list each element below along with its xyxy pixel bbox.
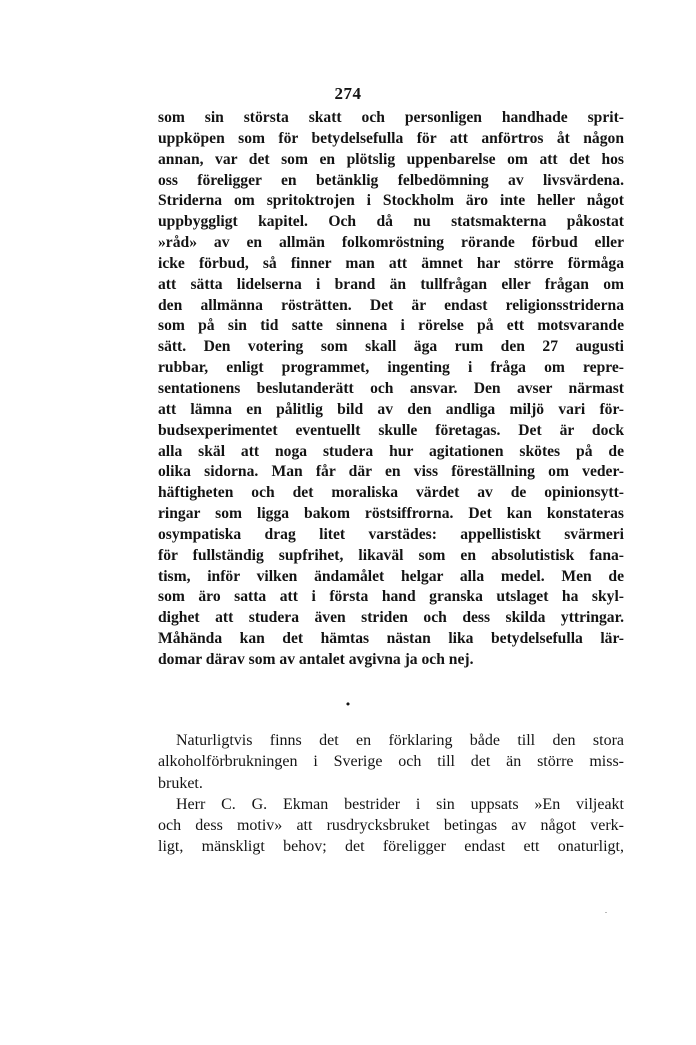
text-line: osympatiska drag litet varstädes: appellistiskt svärmeri [158,525,624,543]
text-line: Naturligtvis finns det en förklaring både till den stora [176,732,624,749]
text-line: rubbar, enligt programmet, ingenting i fråga om repre- [158,359,624,377]
text-line: sentationens beslutanderätt och ansvar. Den avser närmast [158,379,624,397]
text-line: att lämna en pålitlig bild av den andliga miljö vari för- [158,400,624,418]
scan-speck [605,912,607,913]
text-line: att sätta lidelserna i brand än tullfrågan eller frågan om [158,275,624,293]
text-line: alla skäl att noga studera hur agitationen skötes på de [158,442,624,460]
section-separator: • [344,698,352,711]
text-line: olika sidorna. Man får där en viss föreställning om veder- [158,463,624,481]
text-line: dighet att studera även striden och dess skilda yttringar. [158,609,624,627]
text-line: bruket. [158,774,203,792]
text-line: ligt, mänskligt behov; det föreligger endast ett onaturligt, [158,838,624,856]
text-line: Striderna om spritoktrojen i Stockholm äro inte heller något [158,192,624,210]
regular-section [158,730,624,858]
text-line: häftigheten och det moraliska värdet av de opinionsytt- [158,484,624,502]
text-line: för fullständig supfrihet, likaväl som en absolutistisk fana- [158,546,624,564]
text-line: sätt. Den votering som skall äga rum den 27 augusti [158,338,624,356]
bold-paragraph [158,108,624,671]
text-line: ringar som ligga bakom röstsiffrorna. Det kan konstateras [158,505,624,523]
text-line: budsexperimentet eventuellt skulle företagas. Det är dock [158,421,624,439]
text-line: domar därav som av antalet avgivna ja och nej. [158,650,474,668]
text-line: Måhända kan det hämtas nästan lika betydelsefulla lär- [158,630,624,648]
text-line: »råd» av en allmän folkomröstning rörande förbud eller [158,234,624,252]
text-line: som äro satta att i första hand granska utslaget ha skyl- [158,588,624,606]
text-line: uppköpen som för betydelsefulla för att anförtros åt någon [158,129,624,147]
text-line: tism, inför vilken ändamålet helgar alla medel. Men de [158,567,624,585]
text-line: som sin största skatt och personligen handhade sprit- [158,109,624,126]
text-line: och dess motiv» att rusdrycksbruket betingas av något verk- [158,817,624,835]
text-line: som på sin tid satte sinnena i rörelse på ett motsvarande [158,317,624,335]
text-line: Herr C. G. Ekman bestrider i sin uppsats »En viljeakt [176,795,624,813]
text-line: alkoholförbrukningen i Sverige och till det än större miss- [158,753,624,771]
text-line: uppbyggligt kapitel. Och då nu statsmakterna påkostat [158,213,624,231]
page-number: 274 [334,84,362,103]
text-line: icke förbud, så finner man att ämnet har större förmåga [158,254,624,272]
text-line: oss föreligger en betänklig felbedömning av livsvärdena. [158,171,624,189]
text-line: den allmänna rösträtten. Det är endast religionsstriderna [158,296,624,314]
text-line: annan, var det som en plötslig uppenbarelse om att det hos [158,150,624,168]
